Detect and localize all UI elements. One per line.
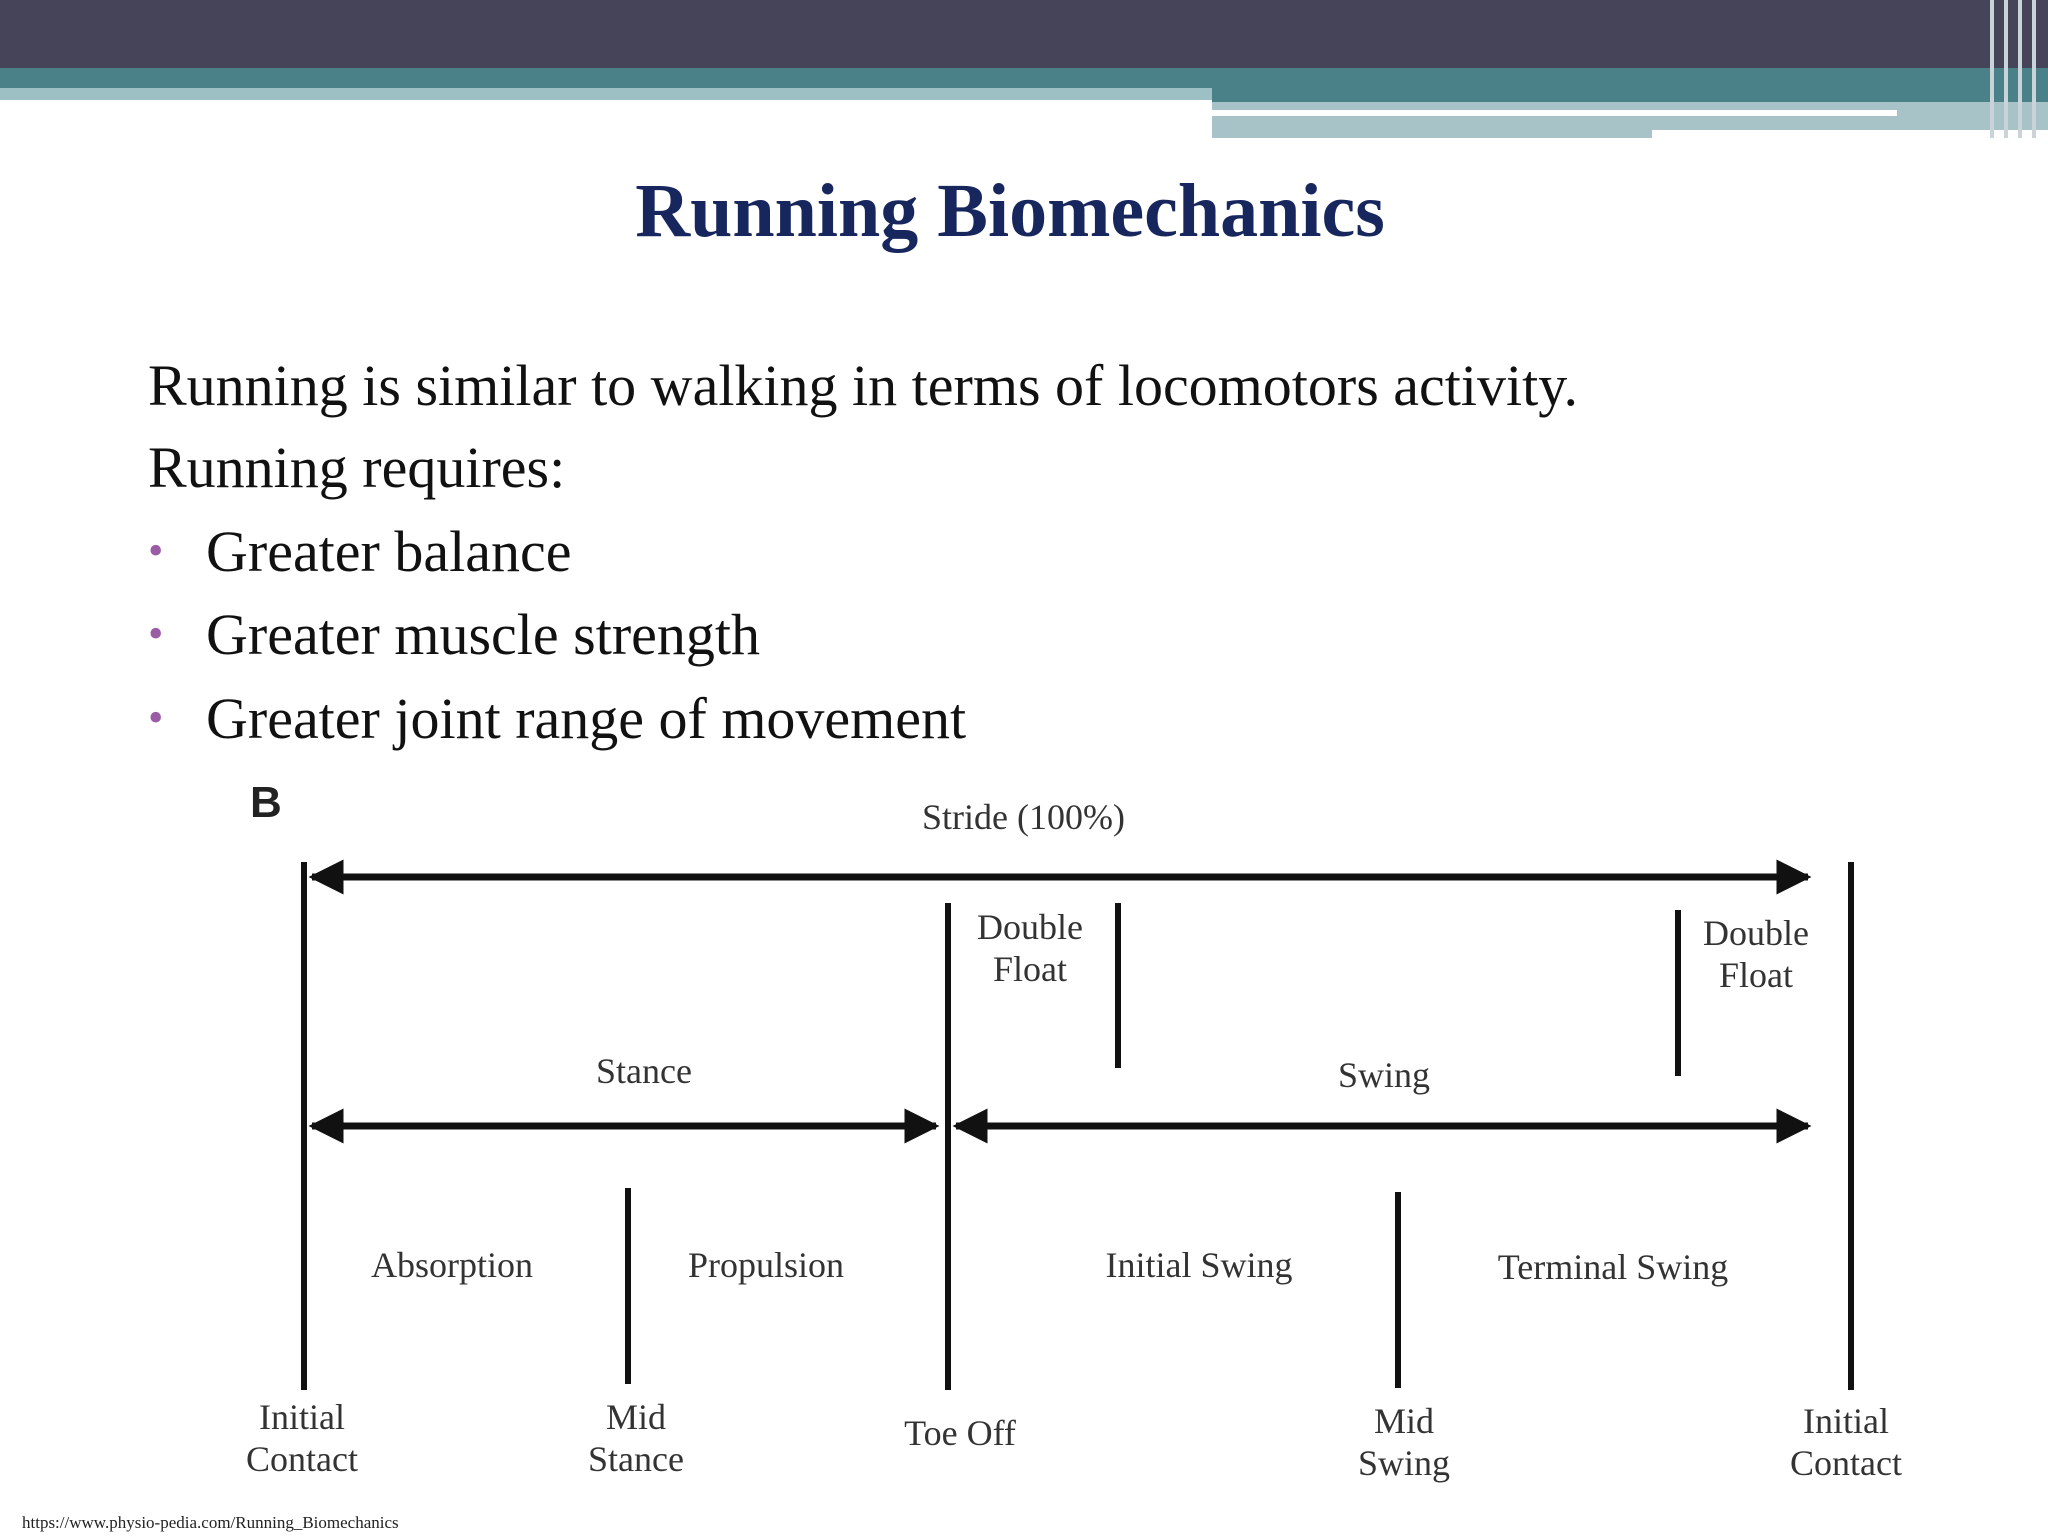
header-stripe [2032, 0, 2036, 138]
bullet-item [148, 601, 760, 668]
propulsion-label: Propulsion [687, 1245, 845, 1285]
initial-contact-right-label: Initial Contact [1790, 1401, 1902, 1483]
gait-diagram-lines [200, 770, 1920, 1510]
initial-contact-left-label: Initial Contact [246, 1397, 358, 1479]
bullet-text: Greater muscle strength [206, 602, 761, 667]
stride-label: Stride (100%) [922, 797, 1125, 837]
mid-stance-label: Mid Stance [588, 1397, 684, 1479]
header-white-line [1212, 110, 1897, 116]
header-stripe [1990, 0, 1994, 138]
intro-text: Running is similar to walking in terms of locomotors activity. [148, 353, 1578, 418]
header-teal-light-bar [0, 88, 1212, 100]
bullet-text: Greater balance [206, 519, 572, 584]
requires-text: Running requires: [148, 435, 566, 500]
bullet-item [148, 685, 966, 752]
stance-label: Stance [596, 1051, 692, 1091]
bullet-dot-icon: • [148, 526, 164, 575]
panel-label: B [250, 778, 282, 827]
header-stripe [2004, 0, 2008, 138]
source-link[interactable]: https://www.physio-pedia.com/Running_Biomechanics [22, 1513, 399, 1532]
header-teal-bar [0, 68, 2048, 88]
header-dark-bar [0, 0, 2048, 68]
slide-title: Running Biomechanics [635, 169, 1385, 253]
toe-off-label: Toe Off [904, 1413, 1016, 1453]
mid-swing-label: Mid Swing [1357, 1401, 1451, 1483]
absorption-label: Absorption [371, 1245, 533, 1285]
terminal-swing-label: Terminal Swing [1497, 1247, 1729, 1287]
bullet-text: Greater joint range of movement [206, 686, 967, 751]
double-float-right-label: Double Float [1703, 913, 1809, 995]
gait-cycle-diagram [200, 770, 1920, 1510]
header-teal-right-top-bar [1212, 88, 2048, 102]
bullet-dot-icon: • [148, 609, 164, 658]
bullet-dot-icon: • [148, 693, 164, 742]
bullet-item [148, 518, 571, 585]
initial-swing-label: Initial Swing [1105, 1245, 1293, 1285]
header-stripe [2018, 0, 2022, 138]
header-white-strip [1652, 130, 2048, 140]
double-float-left-label: Double Float [977, 907, 1083, 989]
swing-label: Swing [1337, 1055, 1431, 1095]
